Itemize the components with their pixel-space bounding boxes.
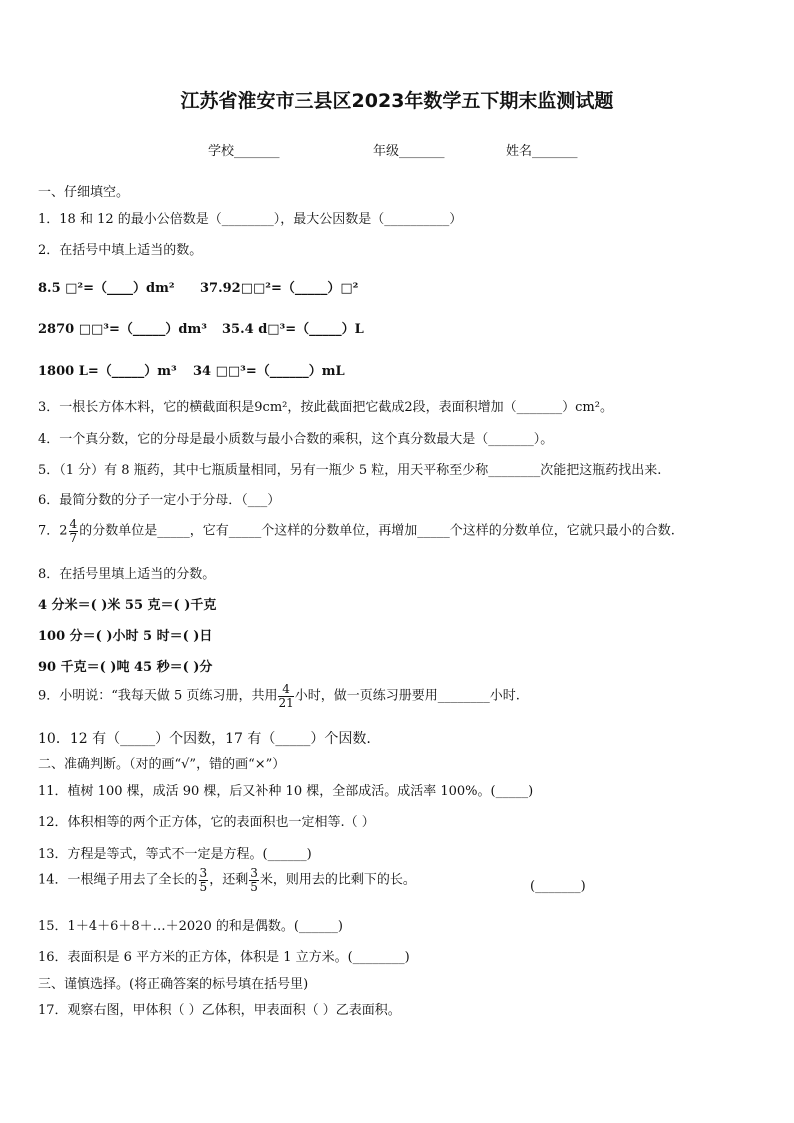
question-14 (38, 867, 416, 893)
question-14-prefix: 14．一根绳子用去了全长的 (38, 872, 198, 888)
question-7-fraction (69, 518, 79, 544)
section-2-heading: 二、准确判断。（对的画“√”，错的画“×”） (38, 757, 286, 772)
fraction-numerator: 3 (250, 866, 258, 880)
grade-field: 年级_______ (373, 144, 445, 159)
question-9-fraction (278, 683, 293, 709)
name-field: 姓名_______ (506, 144, 578, 159)
question-14-fraction-1 (199, 867, 209, 893)
question-14-suffix: 米，则用去的比剩下的长。 (259, 872, 416, 888)
fraction-denominator: 5 (199, 879, 208, 894)
question-2: 2．在括号中填上适当的数。 (38, 243, 203, 258)
question-8-item-a: 4 分米＝( )米 55 克＝( )千克 (38, 598, 217, 613)
question-2-item-f: 34 □□³=（______）mL (193, 364, 345, 379)
question-2-item-c: 2870 □□³=（_____）dm³ (38, 322, 207, 337)
question-9 (38, 683, 520, 709)
fraction-numerator: 4 (278, 683, 293, 697)
question-7 (38, 518, 675, 544)
question-4: 4．一个真分数，它的分母是最小质数与最小合数的乘积，这个真分数最大是（_______）。 (38, 432, 554, 447)
section-3-heading: 三、谨慎选择。(将正确答案的标号填在括号里) (38, 977, 309, 992)
school-field: 学校_______ (208, 144, 280, 159)
fraction-numerator: 4 (69, 517, 78, 531)
question-2-item-b: 37.92□□²=（_____）□² (200, 281, 359, 296)
question-12: 12．体积相等的两个正方体，它的表面积也一定相等.（ ） (38, 815, 375, 830)
question-14-answer-blank: (_______) (530, 879, 586, 894)
question-5: 5．（1 分）有 8 瓶药，其中七瓶质量相同，另有一瓶少 5 粒，用天平称至少称________次能把这瓶药找出来. (38, 463, 662, 478)
question-7-suffix: 的分数单位是_____，它有_____个这样的分数单位，再增加_____个这样的分数单位，它就只最小的合数. (79, 523, 675, 539)
question-11: 11．植树 100 棵，成活 90 棵，后又补种 10 棵，全部成活。成活率 100%。(_____) (38, 784, 534, 799)
question-10: 10．12 有（_____）个因数，17 有（_____）个因数. (38, 731, 371, 747)
question-3: 3．一根长方体木料，它的横截面积是9cm²，按此截面把它截成2段，表面积增加（_______）cm²。 (38, 400, 613, 415)
question-8-item-b: 100 分＝( )小时 5 时＝( )日 (38, 629, 213, 644)
question-13: 13．方程是等式，等式不一定是方程。(______) (38, 847, 312, 862)
question-14-mid: ，还剩 (209, 872, 249, 888)
page-title: 江苏省淮安市三县区2023年数学五下期末监测试题 (180, 90, 614, 112)
question-9-suffix: 小时，做一页练习册要用________小时. (294, 688, 520, 704)
section-1-heading: 一、仔细填空。 (38, 185, 130, 200)
question-9-prefix: 9．小明说：“我每天做 5 页练习册，共用 (38, 688, 278, 704)
question-2-item-e: 1800 L=（_____）m³ (38, 364, 177, 379)
question-8-item-c: 90 千克＝( )吨 45 秒＝( )分 (38, 660, 213, 675)
question-15: 15．1＋4＋6＋8＋…＋2020 的和是偶数。(______) (38, 919, 343, 934)
question-7-prefix: 7．2 (38, 523, 68, 539)
question-14-fraction-2 (249, 867, 259, 893)
question-1: 1．18 和 12 的最小公倍数是（________），最大公因数是（__________） (38, 212, 463, 227)
fraction-denominator: 21 (278, 695, 294, 710)
question-17: 17．观察右图，甲体积（ ）乙体积，甲表面积（ ）乙表面积。 (38, 1003, 401, 1018)
question-2-item-d: 35.4 d□³=（_____）L (222, 322, 364, 337)
fraction-denominator: 7 (69, 530, 78, 545)
question-2-item-a: 8.5 □²=（____）dm² (38, 281, 175, 296)
question-6: 6．最简分数的分子一定小于分母．（___） (38, 493, 281, 508)
fraction-denominator: 5 (250, 879, 258, 894)
question-16: 16．表面积是 6 平方米的正方体，体积是 1 立方米。(________) (38, 950, 410, 965)
question-8: 8．在括号里填上适当的分数。 (38, 567, 216, 582)
fraction-numerator: 3 (199, 866, 208, 880)
